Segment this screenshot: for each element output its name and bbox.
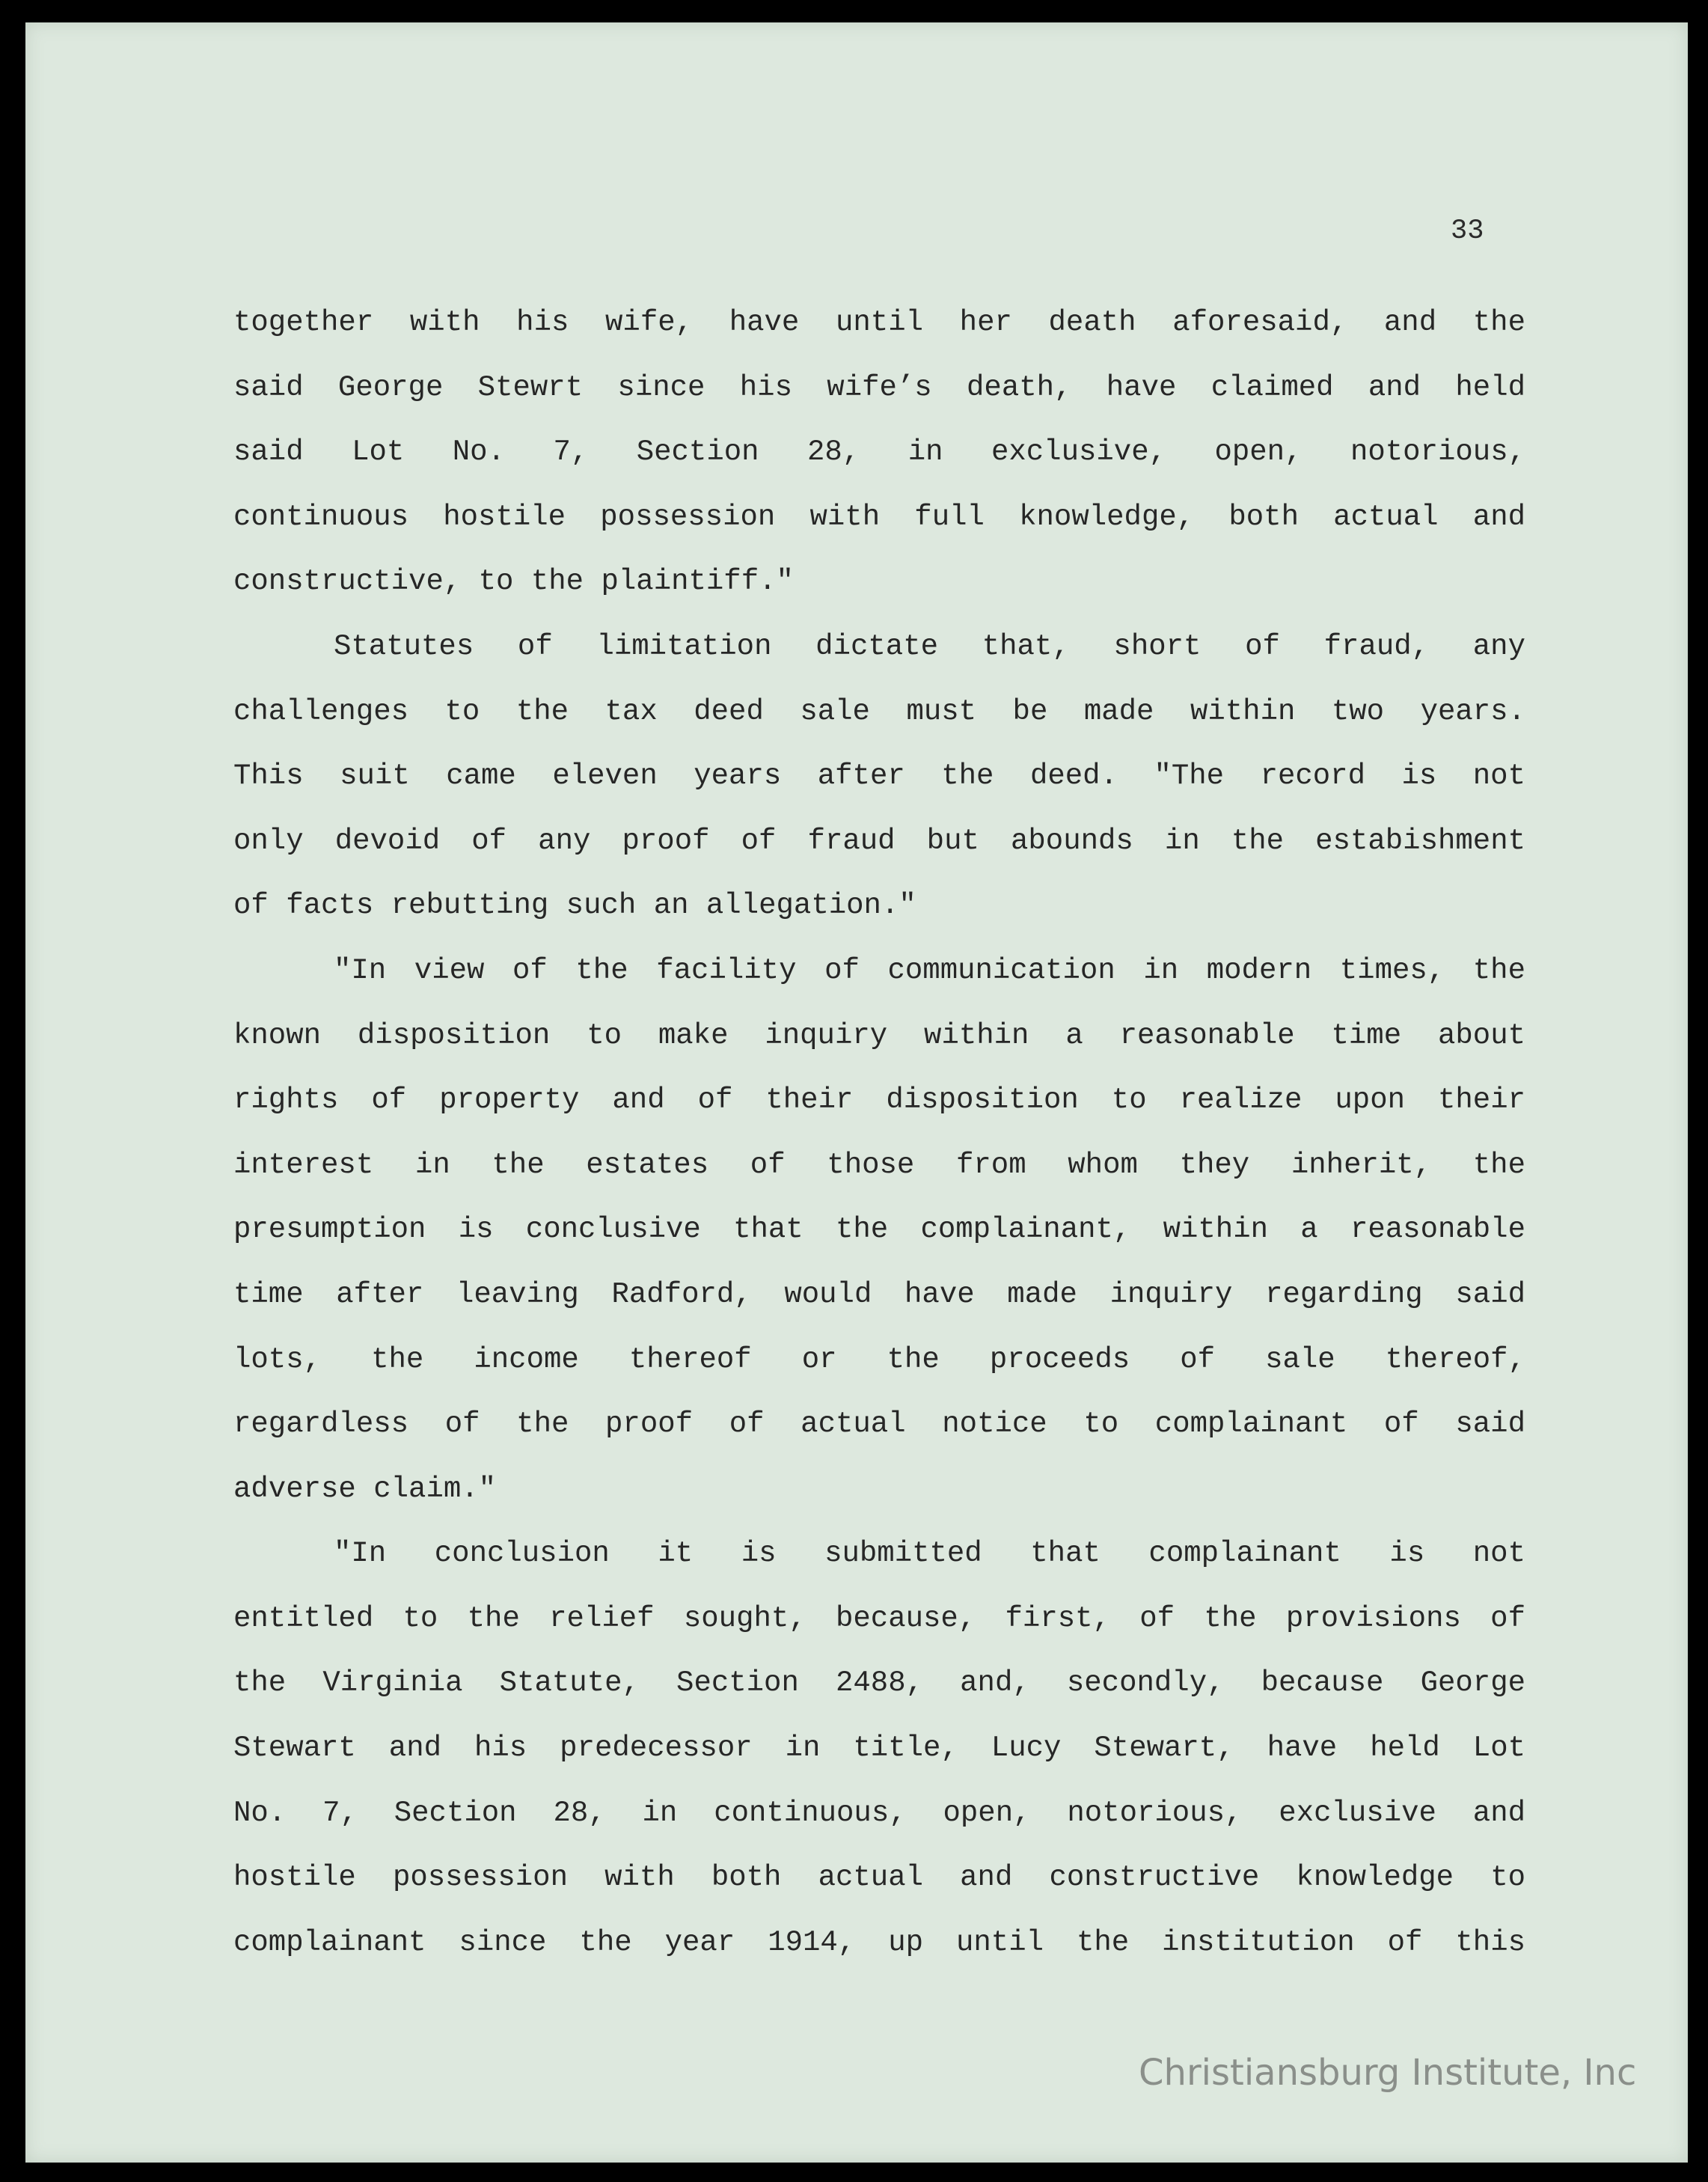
text-line: known disposition to make inquiry within a reasonable time about [233,1018,1525,1052]
text-line: No. 7, Section 28, in continuous, open, notorious, exclusive and [233,1796,1525,1830]
text-line: hostile possession with both actual and constructive knowledge to [233,1861,1525,1895]
text-line: adverse claim." [233,1472,497,1506]
text-line: continuous hostile possession with full knowledge, both actual and [233,500,1525,534]
text-line: lots, the income thereof or the proceeds of sale thereof, [233,1342,1525,1376]
text-line: "In view of the facility of communication in modern times, the [334,953,1525,987]
paragraph-continuation [233,290,1525,614]
text-line: said George Stewrt since his wife’s death, have claimed and held [233,370,1525,404]
document-page [25,22,1688,2163]
text-line: "In conclusion it is submitted that complainant is not [334,1537,1525,1571]
body-text [233,290,1525,1975]
text-line: complainant since the year 1914, up until the institution of this [233,1925,1525,1959]
text-line: rights of property and of their disposition to realize upon their [233,1084,1525,1117]
text-line: only devoid of any proof of fraud but abounds in the estabishment [233,824,1525,858]
page-number: 33 [1451,216,1484,247]
text-line: together with his wife, have until her death aforesaid, and the [233,306,1525,339]
text-line: the Virginia Statute, Section 2488, and, secondly, because George [233,1666,1525,1700]
text-line: regardless of the proof of actual notice to complainant of said [233,1408,1525,1441]
paragraph-statutes [233,614,1525,938]
watermark: Christiansburg Institute, Inc [1139,2052,1637,2094]
text-line: This suit came eleven years after the deed. "The record is not [233,760,1525,793]
text-line: presumption is conclusive that the complainant, within a reasonable [233,1213,1525,1247]
paragraph-conclusion-quote [233,1521,1525,1975]
paragraph-facility-quote [233,938,1525,1521]
text-line: challenges to the tax deed sale must be made within two years. [233,694,1525,728]
text-line: said Lot No. 7, Section 28, in exclusive, open, notorious, [233,436,1525,469]
text-line: constructive, to the plaintiff." [233,565,794,599]
text-line: entitled to the relief sought, because, first, of the provisions of [233,1601,1525,1635]
text-line: Statutes of limitation dictate that, short of fraud, any [334,629,1525,663]
text-line: of facts rebutting such an allegation." [233,889,916,923]
text-line: interest in the estates of those from whom they inherit, the [233,1148,1525,1182]
text-line: Stewart and his predecessor in title, Lucy Stewart, have held Lot [233,1732,1525,1765]
text-line: time after leaving Radford, would have made inquiry regarding said [233,1277,1525,1311]
